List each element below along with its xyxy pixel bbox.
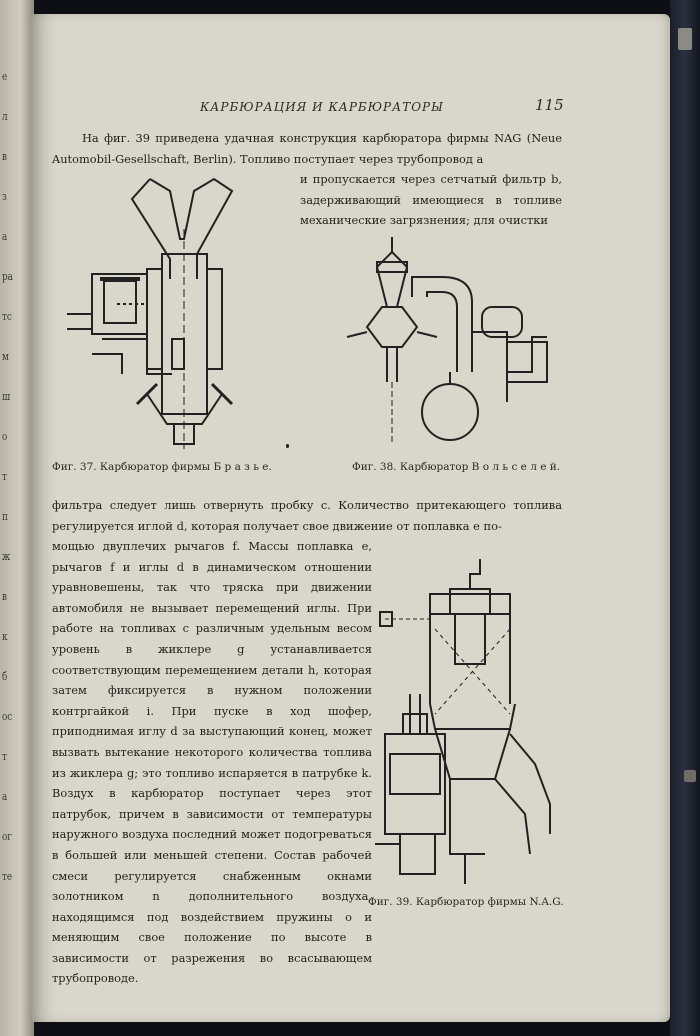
book-cover-edge xyxy=(670,0,700,1036)
page-number: 115 xyxy=(535,96,564,114)
left-page-text-fragment: ж xyxy=(2,550,11,563)
cover-clip xyxy=(684,770,696,782)
left-page-text-fragment: м xyxy=(2,350,9,363)
left-page-text-fragment: е xyxy=(2,70,8,83)
figure-38-caption: Фиг. 38. Карбюратор В о л ь с е л е й. xyxy=(352,461,561,473)
figure-39-nag-carburetor xyxy=(375,554,565,889)
left-page-text-fragment: тс xyxy=(2,310,12,323)
paragraph-intro-continued: и пропускается через сетчатый фильтр b, задерживающий имеющиеся в топливе механические загрязнения; для очистки xyxy=(300,172,562,228)
left-page-text-fragment: з xyxy=(2,190,7,203)
paragraph-main-continued: мощью двуплечих рычагов f. Массы поплавка e, рычагов f и иглы d в динамическом отношении уравновешены, так что тряска при движении автомобиля не вызывает перемещений иглы. При работе на топливах с различным удельным весом уровень в жиклере g устанавливается соответствующим перемещением детали h, которая затем фиксируется в нужном положении контргайкой i. При пуске в ход шофер, приподнимая иглу d за выступающий конец, может вызвать вытекание некоторого количества топлива из жиклера g; это топливо испаряется в патрубке k. Воздух в карбюратор поступает через этот патрубок, причем в зависимости от температуры наружного воздуха последний может подогреваться в большей или меньшей степени. Состав рабочей смеси регулируется снабженным окнами золотником n дополнительного воздуха, находящимся под воздействием пружины o и меняющим свое положение по высоте в зависимости от разрежения во всасывающем трубопроводе. xyxy=(52,539,372,986)
left-page-text-fragment: ш xyxy=(2,390,11,403)
figure-39-caption: Фиг. 39. Карбюратор фирмы N.A.G. xyxy=(368,896,564,908)
left-page-text-fragment: п xyxy=(2,510,8,523)
left-page-text-fragment: ос xyxy=(2,710,13,723)
figure-37-caption: Фиг. 37. Карбюратор фирмы Б р а з ь е. xyxy=(52,461,272,473)
running-head: КАРБЮРАЦИЯ И КАРБЮРАТОРЫ xyxy=(200,100,444,114)
left-page-text-fragment: ра xyxy=(2,270,13,283)
figure-38-wolseley-carburetor xyxy=(332,232,560,447)
left-page-text-fragment: б xyxy=(2,670,8,683)
left-page-text-fragment: т xyxy=(2,750,7,763)
left-page-text-fragment: в xyxy=(2,590,7,603)
left-page-text-fragment: а xyxy=(2,790,8,803)
left-page-text-fragment: а xyxy=(2,230,8,243)
left-page-text-fragment: т xyxy=(2,470,7,483)
left-page-text-fragment: ог xyxy=(2,830,12,843)
left-page-text-fragment: к xyxy=(2,630,8,643)
paragraph-main: фильтра следует лишь отвернуть пробку c. Количество притекающего топлива регулируется иглой d, которая получает свое движение от поплавка e по- xyxy=(52,498,562,533)
figure-37-brazier-carburetor xyxy=(62,169,287,451)
book-page xyxy=(30,14,670,1022)
left-page-text-fragment: о xyxy=(2,430,8,443)
ink-mark xyxy=(286,444,289,448)
left-page-text-fragment: л xyxy=(2,110,8,123)
cover-clip xyxy=(678,28,692,50)
left-page-text-fragment: те xyxy=(2,870,13,883)
left-page-edge xyxy=(0,0,34,1036)
paragraph-intro: На фиг. 39 приведена удачная конструкция карбюратора фирмы NAG (Neue Automobil-Gesellschaft, Berlin). Топливо поступает через трубопровод a xyxy=(52,131,562,166)
left-page-text-fragment: в xyxy=(2,150,7,163)
